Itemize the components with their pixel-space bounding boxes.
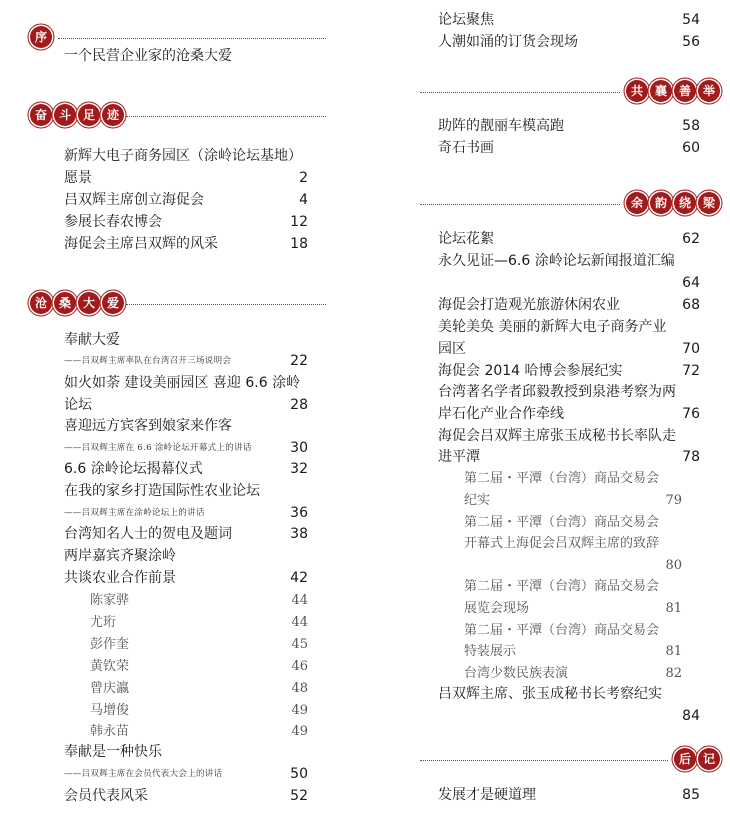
section-header-cangsang	[30, 292, 326, 318]
divider	[420, 760, 668, 761]
divider	[58, 38, 326, 39]
divider	[126, 116, 326, 117]
section-badge: 迹	[102, 104, 124, 126]
section-header-gongxiang	[420, 80, 720, 106]
section-header-yuyun	[420, 192, 720, 218]
section-badge: 余	[626, 192, 648, 214]
section-header-fendou	[30, 104, 326, 130]
divider	[420, 92, 620, 93]
section-badge: 足	[78, 104, 100, 126]
section-badge: 韵	[650, 192, 672, 214]
divider	[126, 304, 326, 305]
section-badge: 序	[30, 26, 52, 48]
section-badge: 大	[78, 292, 100, 314]
section-badge: 沧	[30, 292, 52, 314]
divider	[420, 204, 620, 205]
section-badge: 斗	[54, 104, 76, 126]
section-badge: 善	[674, 80, 696, 102]
section-badge: 桑	[54, 292, 76, 314]
section-badge: 记	[698, 748, 720, 770]
section-badge: 绕	[674, 192, 696, 214]
section-badge: 襄	[650, 80, 672, 102]
section-badge: 梁	[698, 192, 720, 214]
section-header-houji	[420, 748, 720, 774]
section-badge: 共	[626, 80, 648, 102]
section-badge: 后	[674, 748, 696, 770]
section-badge: 奋	[30, 104, 52, 126]
section-badge: 爱	[102, 292, 124, 314]
section-badge: 举	[698, 80, 720, 102]
